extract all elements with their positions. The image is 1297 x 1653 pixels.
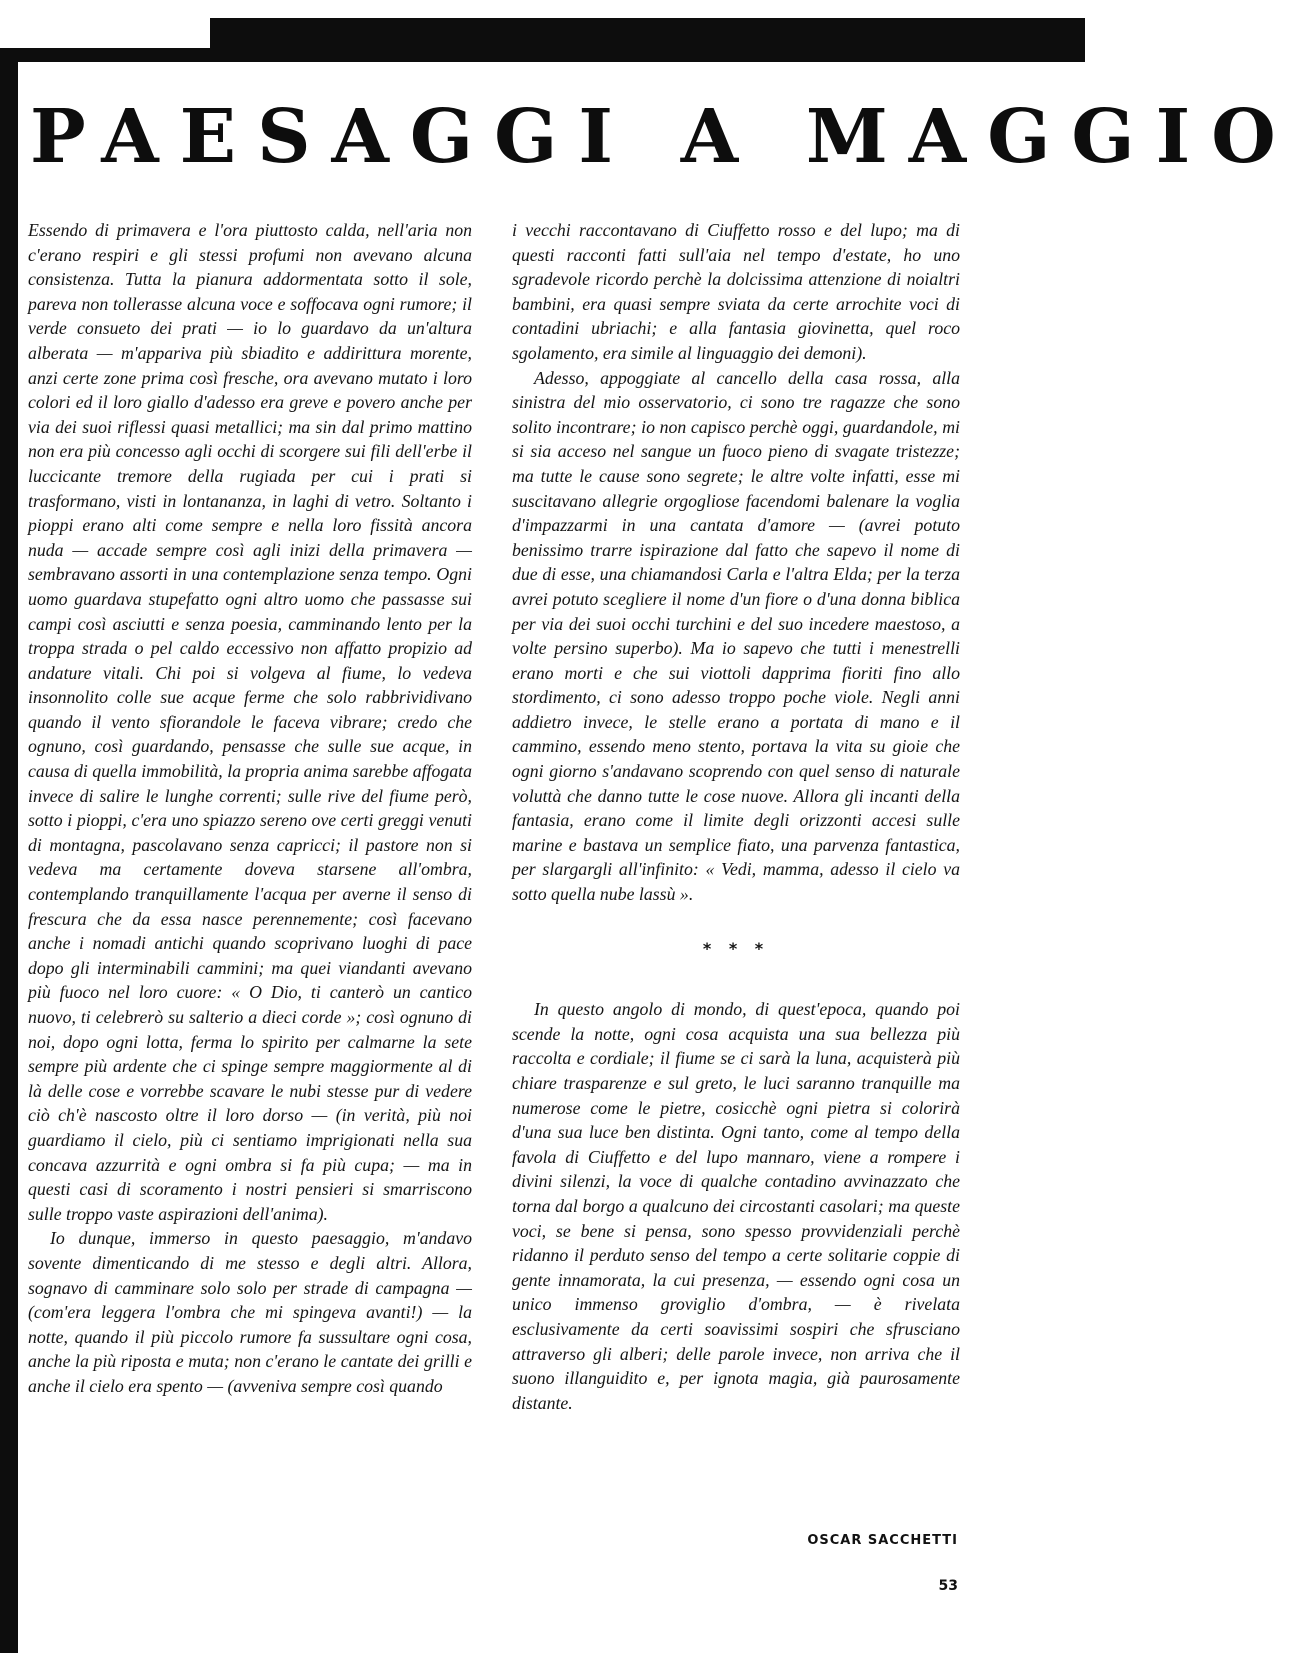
right-column bbox=[512, 218, 960, 1415]
paragraph: In questo angolo di mondo, di quest'epoca, quando poi scende la notte, ogni cosa acquista una sua bellezza più raccolta e cordiale; il fiume se ci sarà la luna, acquisterà più chiare trasparenze e sul greto, le luci saranno tranquille ma numerose come le pietre, cosicchè ogni pietra si colorirà d'una sua luce ben distinta. Ogni tanto, come al tempo della favola di Ciuffetto e del lupo mannaro, viene a rompere i divini silenzi, la voce di qualche contadino avvinazzato che torna dal borgo a qualcuno dei circostanti casolari; ma queste voci, se bene si pensa, sono spesso provvidenziali perchè ridanno il perduto senso del tempo a certe solitarie coppie di gente innamorata, la cui presenza, — essendo ogni cosa un unico immenso groviglio d'ombra, — è rivelata esclusivamente da certi soavissimi sospiri che sfrusciano attraverso gli alberi; delle parole invece, non arriva che il suono illanguidito e, per ignota magia, già paurosamente distante. bbox=[512, 999, 960, 1413]
page-number: 53 bbox=[938, 1578, 958, 1594]
article-title: PAESAGGI A MAGGIO bbox=[30, 94, 1297, 180]
paragraph: Essendo di primavera e l'ora piuttosto calda, nell'aria non c'erano respiri e gli stessi profumi non avevano alcuna consistenza. Tutta la pianura addormentata sotto il sole, pareva non tollerasse alcuna voce e soffocava ogni rumore; il verde consueto dei prati — io lo guardavo da un'altura alberata — m'appariva più sbiadito e addirittura morente, anzi certe zone prima così fresche, ora avevano mutato i loro colori ed il loro giallo d'adesso era greve e povero anche per via dei suoi riflessi quasi metallici; ma sin dal primo mattino non era più concesso agli occhi di scorgere sui fili dell'erbe il luccicante tremore della rugiada per cui i prati si trasformano, visti in lontananza, in laghi di vetro. Soltanto i pioppi erano alti come sempre e nella loro fissità ancora nuda — accade sempre così agli inizi della primavera — sembravano assorti in una contemplazione senza tempo. Ogni uomo guardava stupefatto ogni altro uomo che passasse sui campi così asciutti e senza poesia, camminando lento per la troppa strada o pel caldo eccessivo non affatto propizio ad andature vitali. Chi poi si volgeva al fiume, lo vedeva insonnolito colle sue acque ferme che solo rabbrividivano quando il vento sfiorandole le faceva vibrare; credo che ognuno, così guardando, pensasse che sulle sue acque, in causa di quella immobilità, la propria anima sarebbe affogata invece di salire le lunghe correnti; sulle rive del fiume però, sotto i pioppi, c'era uno spiazzo sereno ove certi greggi venuti di montagna, pascolavano senza capricci; il pastore non si vedeva ma certamente doveva starsene all'ombra, contemplando tranquillamente l'acqua per averne il senso di frescura che da essa nasce perennemente; così facevano anche i nomadi antichi quando scoprivano luoghi di pace dopo gli interminabili cammini; ma quei viandanti avevano più fuoco nel loro cuore: « O Dio, ti canterò un cantico nuovo, ti celebrerò su salterio a dieci corde »; così ognuno di noi, dopo ogni lotta, ferma lo spirito per calmarne la sete sempre più ardente che ci spinge sempre maggiormente al di là delle cose e vorrebbe scavare le nubi stesse pur di vedere ciò ch'è nascosto oltre il loro dorso — (in verità, più noi guardiamo il cielo, più ci sentiamo imprigionati nella sua concava azzurrità e ogni ombra si fa più cupa; — ma in questi casi di scoramento i nostri pensieri si smarriscono sulle troppo vaste aspirazioni dell'anima). bbox=[28, 220, 472, 1224]
paragraph: Io dunque, immerso in questo paesaggio, m'andavo sovente dimenticando di me stesso e degli altri. Allora, sognavo di camminare solo solo per strade di campagna — (com'era leggera l'ombra che mi spingeva avanti!) — la notte, quando il più piccolo rumore fa sussultare ogni cosa, anche la più riposta e muta; non c'erano le cantate dei grilli e anche il cielo era spento — (avveniva sempre così quando bbox=[28, 1228, 472, 1396]
paragraph: i vecchi raccontavano di Ciuffetto rosso e del lupo; ma di questi racconti fatti sull'aia nel tempo d'estate, ho uno sgradevole ricordo perchè la dolcissima attenzione di noialtri bambini, era quasi sempre sviata da certe arrochite voci di contadini ubriachi; e alla fantasia giovinetta, quel roco sgolamento, era simile al linguaggio dei demoni). bbox=[512, 220, 960, 363]
top-rule bbox=[0, 48, 1085, 62]
section-separator: * * * bbox=[702, 938, 770, 958]
left-margin-bar bbox=[0, 48, 18, 1653]
paragraph: Adesso, appoggiate al cancello della casa rossa, alla sinistra del mio osservatorio, ci sono tre ragazze che sono solito incontrare; io non capisco perchè oggi, guardandole, mi si sia acceso nel sangue un fuoco pieno di svagate tristezze; ma tutte le cause sono segrete; le altre volte infatti, esse mi suscitavano allegrie orgogliose facendomi balenare la voglia d'impazzarmi in una cantata d'amore — (avrei potuto benissimo trarre ispirazione dal fatto che sapevo il nome di due di esse, una chiamandosi Carla e l'altra Elda; per la terza avrei potuto scegliere il nome d'un fiore o d'una donna biblica per via dei suoi occhi turchini e del suo incedere maestoso, a volte persino superbo). Ma io sapevo che tutti i menestrelli erano morti e che sui viottoli dapprima fioriti fino allo stordimento, ci sono adesso troppo poche viole. Negli anni addietro invece, le stelle erano a portata di mano e il cammino, essendo meno stento, portava la vita su gioie che ogni giorno s'andavano scoprendo con quel senso di naturale voluttà che danno tutte le cose nuove. Allora gli incanti della fantasia, erano come il limite degli orizzonti accesi sulle marine e bastava un semplice fiato, una parvenza fantastica, per slargargli all'infinito: « Vedi, mamma, adesso il cielo va sotto quella nube lassù ». bbox=[512, 367, 960, 905]
left-column bbox=[28, 218, 472, 1399]
author-byline: OSCAR SACCHETTI bbox=[807, 1533, 958, 1548]
